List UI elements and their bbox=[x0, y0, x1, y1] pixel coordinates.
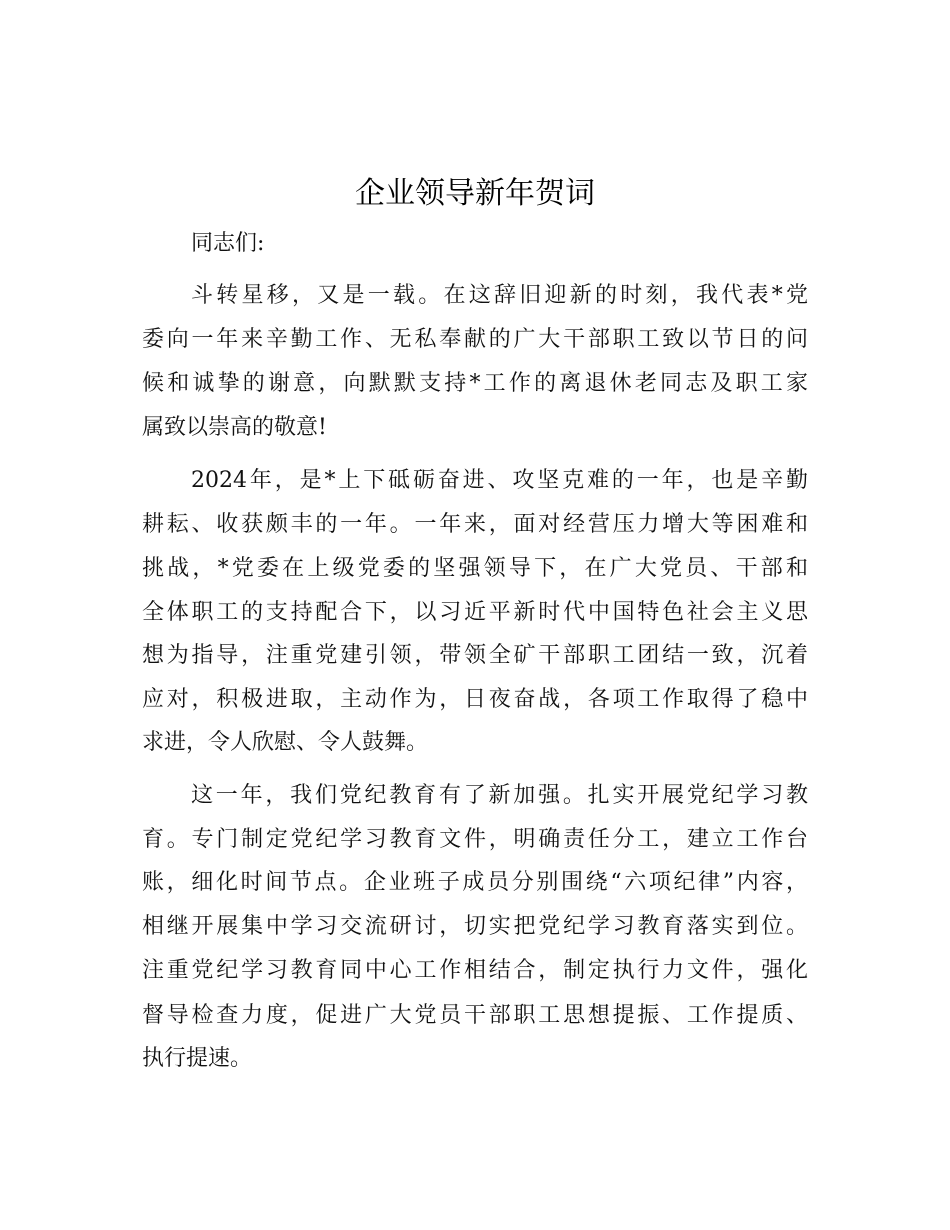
paragraph-line: 委向一年来辛勤工作、无私奉献的广大干部职工致以节日的问 bbox=[142, 327, 808, 352]
document-title: 企业领导新年贺词 bbox=[355, 176, 595, 211]
paragraph-line: 挑战，*党委在上级党委的坚强领导下，在广大党员、干部和 bbox=[142, 556, 808, 581]
paragraph-line: 属致以崇高的敬意! bbox=[142, 415, 327, 440]
paragraph-line: 想为指导，注重党建引领，带领全矿干部职工团结一致，沉着 bbox=[142, 643, 808, 668]
paragraph-line: 候和诚挚的谢意，向默默支持*工作的离退休老同志及职工家 bbox=[142, 371, 808, 396]
paragraph-line: 耕耘、收获颇丰的一年。一年来，面对经营压力增大等困难和 bbox=[142, 512, 808, 537]
salutation: 同志们: bbox=[191, 231, 265, 256]
paragraph-line: 执行提速。 bbox=[142, 1046, 253, 1071]
paragraph-line: 2024年，是*上下砥砺奋进、攻坚克难的一年，也是辛勤 bbox=[191, 468, 808, 493]
paragraph-line: 应对，积极进取，主动作为，日夜奋战，各项工作取得了稳中 bbox=[142, 687, 808, 712]
paragraph-line: 督导检查力度，促进广大党员干部职工思想提振、工作提质、 bbox=[142, 1003, 808, 1028]
paragraph-line: 育。专门制定党纪学习教育文件，明确责任分工，建立工作台 bbox=[142, 827, 808, 852]
paragraph-line: 相继开展集中学习交流研讨，切实把党纪学习教育落实到位。 bbox=[142, 914, 808, 939]
paragraph-line: 求进，令人欣慰、令人鼓舞。 bbox=[142, 730, 429, 755]
paragraph-line: 这一年，我们党纪教育有了新加强。扎实开展党纪学习教 bbox=[191, 783, 808, 808]
paragraph-line: 全体职工的支持配合下，以习近平新时代中国特色社会主义思 bbox=[142, 600, 808, 625]
paragraph-line: 斗转星移，又是一载。在这辞旧迎新的时刻，我代表*党 bbox=[191, 283, 808, 308]
paragraph-line: 账，细化时间节点。企业班子成员分别围绕“六项纪律”内容， bbox=[142, 870, 808, 895]
paragraph-line: 注重党纪学习教育同中心工作相结合，制定执行力文件，强化 bbox=[142, 958, 808, 983]
